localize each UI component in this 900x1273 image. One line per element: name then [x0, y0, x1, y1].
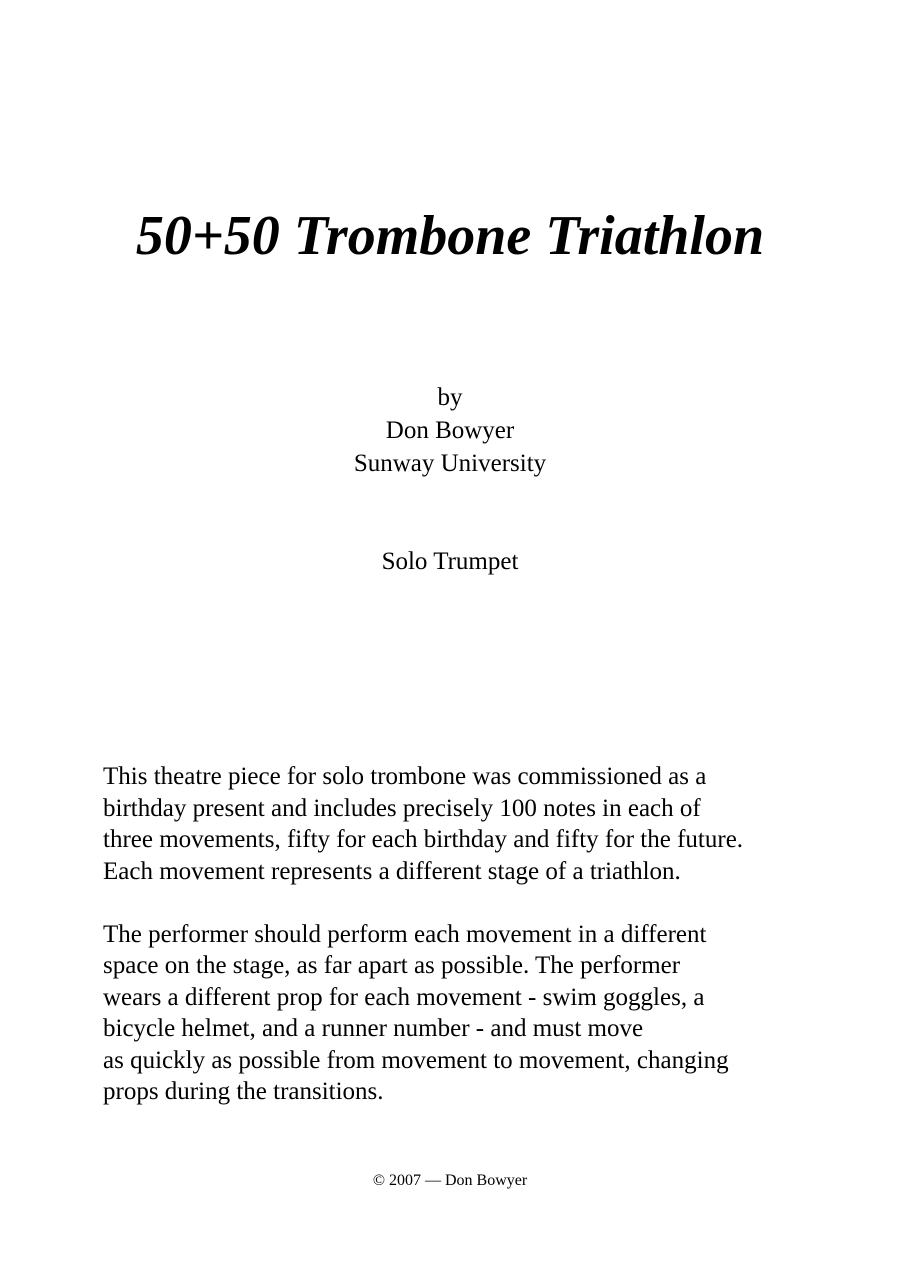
program-notes [103, 761, 823, 1139]
by-label: by [437, 384, 463, 411]
composer-name: Don Bowyer [385, 417, 515, 444]
program-note-paragraph-2: The performer should perform each movement in a different space on the stage, as far apart as possible. The performer wears a different prop for each movement - swim goggles, a bicycle helmet, and a runner number - and must move as quickly as possible from movement to movement, changing props during the transitions. [103, 920, 729, 1105]
page-title: 50+50 Trombone Triathlon [135, 205, 765, 267]
credits-block [0, 381, 900, 480]
copyright-notice: © 2007 — Don Bowyer [372, 1172, 528, 1189]
composer-affiliation: Sunway University [353, 450, 547, 477]
program-note-paragraph-1: This theatre piece for solo trombone was commissioned as a birthday present and includes precisely 100 notes in each of three movements, fifty for each birthday and fifty for the future. Each movement represents a different stage of a triathlon. [103, 763, 744, 885]
instrument-label: Solo Trumpet [381, 548, 519, 575]
